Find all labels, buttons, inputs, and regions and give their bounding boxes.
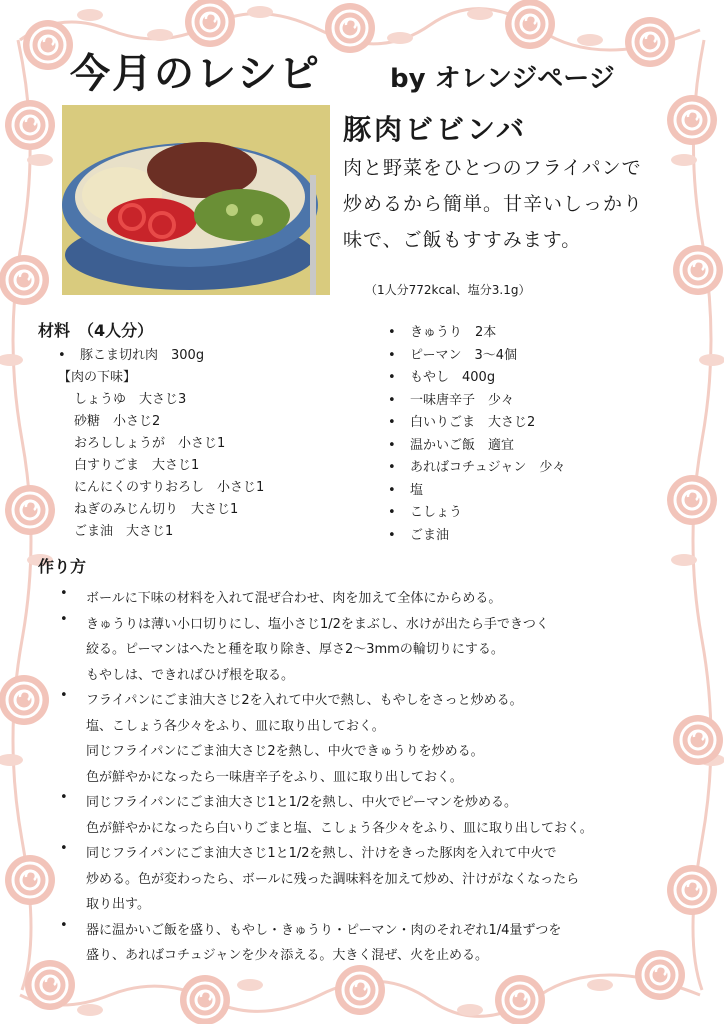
method-title: 作り方 (38, 557, 87, 576)
marinade-item: しょうゆ 大さじ3 (74, 392, 187, 407)
ingredient-item: • 温かいご飯 適宜 (388, 435, 565, 458)
step-line: 同じフライパンにごま油大さじ1と1/2を熱し、汁けをきった豚肉を入れて中火で (86, 846, 557, 861)
bullet-icon: • (388, 347, 396, 363)
method-step (60, 790, 688, 841)
ingredient-item: • こしょう (388, 502, 565, 525)
step-line: 色が鮮やかになったら一味唐辛子をふり、皿に取り出しておく。 (86, 769, 463, 785)
step-line: 盛り、あればコチュジャンを少々添える。大きく混ぜ、火を止める。 (86, 948, 488, 963)
step-line: 同じフライパンにごま油大さじ1と1/2を熱し、中火でピーマンを炒める。 (86, 795, 518, 810)
ingredient-item: • 白いりごま 大さじ2 (388, 412, 565, 435)
ingredient-item: • 豚こま切れ肉 300g (58, 345, 264, 367)
bullet-icon: • (388, 460, 396, 475)
bullet-icon: • (60, 841, 68, 856)
ingredient-item: • もやし 400g (388, 367, 565, 390)
marinade-item: 砂糖 小さじ2 (74, 414, 161, 429)
dish-photo (62, 105, 330, 295)
bullet-icon: • (60, 611, 68, 627)
ingredients-left-list (58, 345, 264, 543)
description-line: 味で、ご飯もすすみます。 (343, 229, 582, 251)
step-line: 炒める。色が変わったら、ボールに残った調味料を加えて炒め、汁けがなくなったら (86, 871, 580, 887)
bullet-icon: • (60, 688, 68, 703)
step-line: 同じフライパンにごま油大さじ2を熱し、中火できゅうりを炒める。 (86, 744, 484, 759)
marinade-item: にんにくのすりおろし 小さじ1 (74, 480, 265, 495)
method-steps (60, 586, 688, 969)
method-step (60, 612, 688, 689)
marinade-item: 白すりごま 大さじ1 (74, 458, 200, 473)
byline: by オレンジページ (390, 64, 615, 94)
method-step (60, 841, 688, 918)
ingredient-item: • 一味唐辛子 少々 (388, 390, 565, 413)
bullet-icon: • (388, 437, 396, 453)
ingredient-item: • ごま油 (388, 525, 565, 548)
page-title: 今月のレシピ (70, 51, 321, 97)
ingredients-right-list (388, 322, 565, 547)
step-line: 器に温かいご飯を盛り、もやし・きゅうり・ピーマン・肉のそれぞれ1/4量ずつを (86, 922, 562, 938)
step-line: ボールに下味の材料を入れて混ぜ合わせ、肉を加えて全体にからめる。 (86, 591, 502, 606)
step-line: 取り出す。 (86, 897, 150, 912)
ingredient-item: • あればコチュジャン 少々 (388, 457, 565, 480)
marinade-item: おろししょうが 小さじ1 (74, 436, 226, 451)
step-line: きゅうりは薄い小口切りにし、塩小さじ1/2をまぶし、水けが出たら手できつく (86, 616, 549, 632)
description-line: 肉と野菜をひとつのフライパンで (343, 157, 642, 179)
method-step (60, 586, 688, 612)
step-line: もやしは、できればひげ根を取る。 (86, 667, 295, 683)
description-line: 炒めるから簡単。甘辛いしっかり (343, 193, 644, 215)
dish-name: 豚肉ビビンバ (343, 113, 528, 146)
marinade-item: ごま油 大さじ1 (74, 524, 174, 539)
bullet-icon: • (388, 527, 396, 543)
method-step (60, 688, 688, 790)
ingredients-title: 材料 （4人分） (38, 321, 154, 340)
bullet-icon: • (60, 790, 68, 805)
step-line: 色が鮮やかになったら白いりごまと塩、こしょう各少々をふり、皿に取り出しておく。 (86, 820, 593, 836)
method-step (60, 918, 688, 969)
ingredient-item: • 塩 (388, 480, 565, 503)
bullet-icon: • (388, 325, 396, 340)
marinade-label: 【肉の下味】 (58, 370, 137, 385)
step-line: 塩、こしょう各少々をふり、皿に取り出しておく。 (86, 718, 385, 734)
bullet-icon: • (388, 392, 396, 408)
step-line: フライパンにごま油大さじ2を入れて中火で熱し、もやしをさっと炒める。 (86, 693, 523, 708)
ingredient-item: • きゅうり 2本 (388, 322, 565, 345)
nutrition-info: （1人分772kcal、塩分3.1g） (365, 283, 531, 297)
recipe-description (343, 150, 673, 258)
marinade-item: ねぎのみじん切り 大さじ1 (74, 502, 239, 517)
bullet-icon: • (58, 348, 66, 363)
bullet-icon: • (60, 917, 68, 933)
bullet-icon: • (60, 586, 68, 601)
bullet-icon: • (388, 505, 396, 520)
bullet-icon: • (388, 370, 396, 385)
bullet-icon: • (388, 415, 396, 430)
bullet-icon: • (388, 482, 396, 498)
ingredient-item: • ピーマン 3〜4個 (388, 345, 565, 368)
step-line: 絞る。ピーマンはへたと種を取り除き、厚さ2〜3mmの輪切りにする。 (86, 642, 504, 657)
